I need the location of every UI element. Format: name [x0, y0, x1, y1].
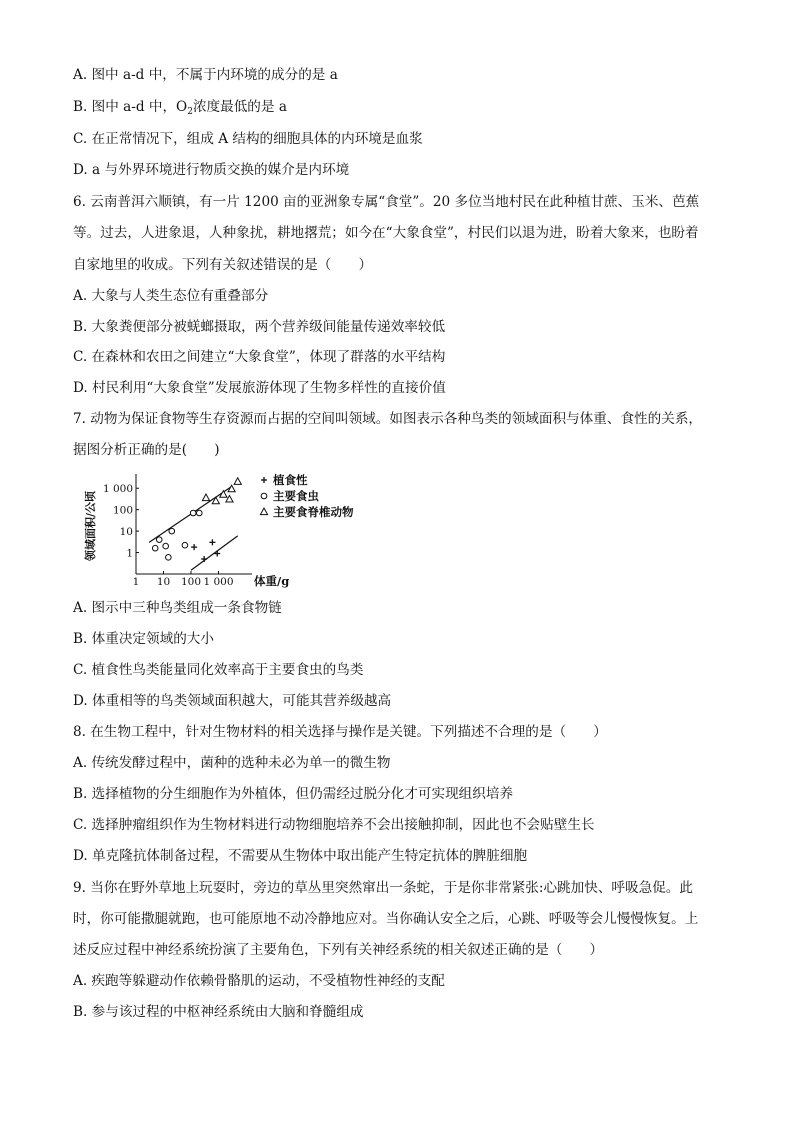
data-point-series-1	[156, 537, 162, 543]
legend-marker	[261, 493, 267, 499]
y-tick-label: 100	[112, 504, 133, 517]
q6-option-d: D. 村民利用“大象食堂”发展旅游体现了生物多样性的直接价值	[73, 380, 446, 396]
q5-option-b-text: B. 图中 a-d 中，O	[73, 99, 188, 115]
data-point-series-1	[166, 555, 172, 561]
q7-stem-line-2: 据图分析正确的是( )	[73, 442, 220, 458]
q9-option-b: B. 参与该过程的中枢神经系统由大脑和脊髓组成	[73, 1004, 364, 1020]
data-point-series-2	[234, 478, 241, 485]
legend-marker	[260, 508, 267, 515]
q8-option-d: D. 单克隆抗体制备过程，不需要从生物体中取出能产生特定抗体的脾脏细胞	[73, 848, 528, 864]
q7-option-c: C. 植食性鸟类能量同化效率高于主要食虫的鸟类	[73, 662, 364, 678]
q6-option-a: A. 大象与人类生态位有重叠部分	[73, 288, 269, 304]
data-point-series-0	[214, 551, 220, 557]
q6-stem-line-3: 自家地里的收成。下列有关叙述错误的是（ ）	[73, 257, 373, 273]
y-tick-label: 1 000	[102, 483, 133, 496]
legend-marker	[261, 477, 267, 483]
chart-points	[152, 478, 241, 562]
q5-option-b-rest: 浓度最低的是 a	[192, 99, 287, 115]
q8-stem: 8. 在生物工程中，针对生物材料的相关选择与操作是关键。下列描述不合理的是（ ）	[73, 724, 607, 740]
data-point-series-0	[191, 544, 197, 550]
q8-option-b: B. 选择植物的分生细胞作为外植体，但仍需经过脱分化才可实现组织培养	[73, 786, 514, 802]
data-point-series-0	[209, 539, 215, 545]
q5-option-b	[73, 97, 733, 122]
q8-option-a: A. 传统发酵过程中，菌种的选种未必为单一的微生物	[73, 755, 391, 771]
data-point-series-1	[152, 545, 158, 551]
bird-territory-chart	[80, 470, 380, 588]
data-point-series-1	[190, 510, 196, 516]
y-tick-label: 10	[119, 526, 133, 539]
q7-stem-line-1: 7. 动物为保证食物等生存资源而占据的空间叫领域。如图表示各种鸟类的领域面积与体重、食性的关系，	[73, 411, 703, 427]
y-tick-label: 1	[126, 547, 133, 560]
y-axis-label: 领域面积/公顷	[84, 490, 97, 562]
x-tick-label: 100	[180, 576, 202, 588]
chart-legend	[260, 473, 354, 519]
q6-option-c: C. 在森林和农田之间建立“大象食堂”，体现了群落的水平结构	[73, 349, 446, 365]
data-point-series-1	[196, 510, 202, 516]
q7-option-d: D. 体重相等的鸟类领域面积越大，可能其营养级越高	[73, 693, 392, 709]
data-point-series-0	[201, 556, 207, 562]
q6-stem-line-2: 等。过去，人进象退，人种象扰，耕地撂荒；如今在“大象食堂”，村民们以退为进，盼着大象来，也盼着	[73, 225, 699, 241]
x-tick-label: 1 000	[203, 576, 234, 588]
legend-label: 植食性	[273, 473, 308, 487]
q9-stem-line-3: 述反应过程中神经系统扮演了主要角色，下列有关神经系统的相关叙述正确的是（ ）	[73, 942, 604, 958]
legend-label: 主要食虫	[273, 489, 319, 503]
data-point-series-1	[182, 542, 188, 548]
q9-option-a: A. 疾跑等躲避动作依赖骨骼肌的运动，不受植物性神经的支配	[73, 973, 445, 989]
x-tick-label: 10	[156, 576, 171, 588]
data-point-series-1	[169, 528, 175, 534]
data-point-series-2	[202, 494, 209, 501]
chart-trend-lines	[149, 487, 238, 571]
data-point-series-1	[163, 543, 169, 549]
q7-option-a: A. 图示中三种鸟类组成一条食物链	[73, 600, 282, 616]
x-axis-label: 体重/g	[254, 574, 290, 588]
q5-option-d: D. a 与外界环境进行物质交换的媒介是内环境	[73, 162, 350, 178]
q9-stem-line-1: 9. 当你在野外草地上玩耍时，旁边的草丛里突然窜出一条蛇，于是你非常紧张:心跳加快、呼吸急促。此	[73, 880, 693, 896]
q9-stem-line-2: 时，你可能撒腿就跑，也可能原地不动冷静地应对。当你确认安全之后，心跳、呼吸等会儿慢慢恢复。上	[73, 911, 699, 927]
q5-option-b-subscript: 2	[187, 107, 193, 117]
q5-option-a: A. 图中 a-d 中，不属于内环境的成分的是 a	[73, 67, 338, 83]
q6-option-b: B. 大象粪便部分被蜣螂摄取，两个营养级间能量传递效率较低	[73, 319, 446, 335]
x-tick-label: 1	[132, 576, 140, 588]
data-point-series-2	[212, 497, 219, 504]
q7-option-b: B. 体重决定领域的大小	[73, 631, 214, 647]
q8-option-c: C. 选择肿瘤组织作为生物材料进行动物细胞培养不会出接触抑制，因此也不会贴壁生长	[73, 817, 595, 833]
legend-label: 主要食脊椎动物	[273, 505, 354, 519]
q6-stem-line-1: 6. 云南普洱六顺镇，有一片 1200 亩的亚洲象专属“食堂”。20 多位当地村民在此种植甘蔗、玉米、芭蕉	[73, 194, 700, 210]
q5-option-c: C. 在正常情况下，组成 A 结构的细胞具体的内环境是血浆	[73, 131, 423, 147]
